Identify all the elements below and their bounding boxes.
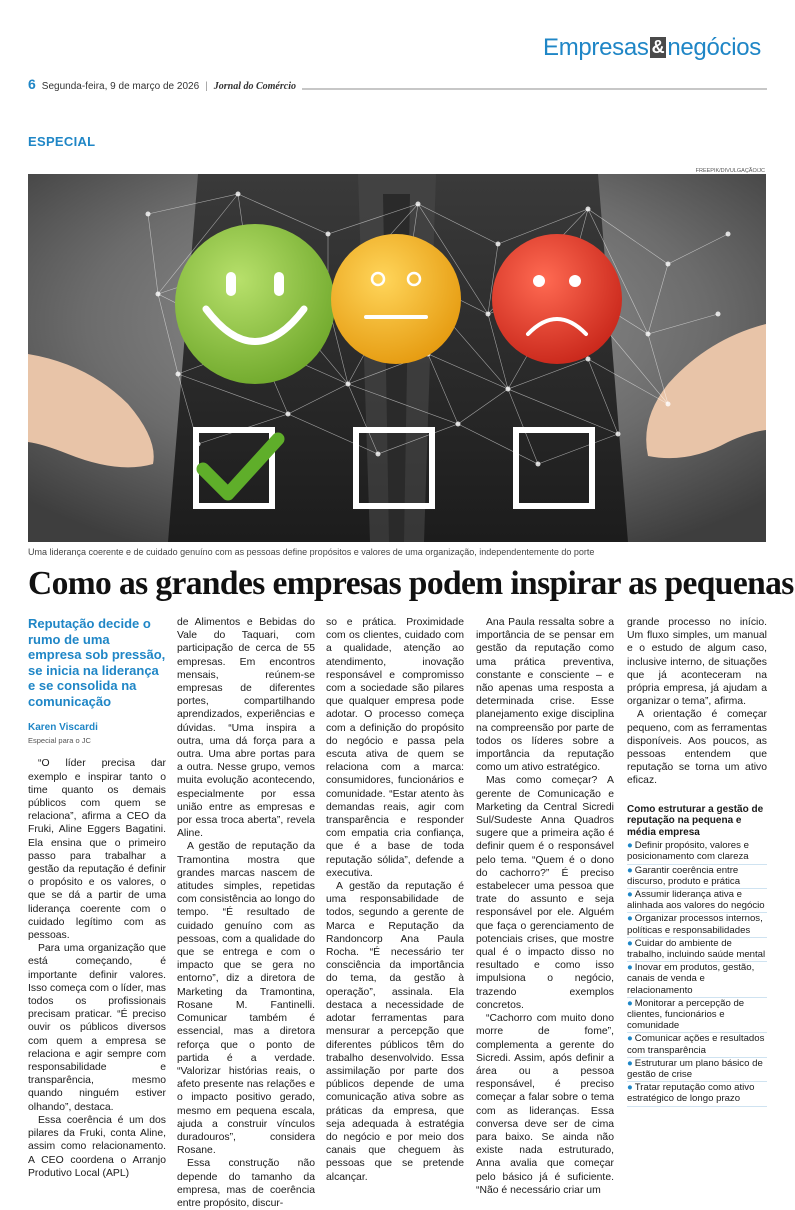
paragraph: de Alimentos e Bebidas do Vale do Taquari, com participação de cerca de 55 empresas. Em encontros mensais, reúnem-se empresas de diferentes portes, compartilhando aprendizados, experiências e dúvidas. “Uma inspira a outra, uma dá força para a outra. Uma abre portas para a outra. Nesse grupo, vemos muita evolução acontecendo, especialmente por essa união entre as empresas e por essa troca aberta”, revela Aline. (177, 617, 315, 840)
bullet-icon: ● (627, 1033, 633, 1045)
bullet-icon: ● (627, 913, 633, 925)
sidebar-box-title: Como estruturar a gestão de reputação na pequena e média empresa (627, 803, 764, 838)
section-name-left: Empresas (542, 34, 649, 61)
paragraph: Mas como começar? A gerente de Comunicação e Marketing da Central Sicredi Sul/Sudeste Anna Quadros sugere que a primeira ação é definir quem é o responsável pelo tema. “Quem é o dono do cachorro?” É preciso estabelecer uma pessoa que trate do assunto e seja responsável por ele. Alguém que faça o gerenciamento de potenciais crises, que mostre qual é o impacto disso no resultado e como isso impulsiona o negócio, trazendo exemplos concretos. (476, 775, 614, 1011)
section-kicker: ESPECIAL (28, 134, 96, 149)
photo-caption: Uma liderança coerente e de cuidado genuíno com as pessoas define propósitos e valores de uma organização, independentemente do porte (28, 547, 595, 557)
column-5 (627, 616, 767, 1105)
sidebar-box-list (627, 840, 767, 1106)
column-1 (28, 616, 166, 1179)
headline: Como as grandes empresas podem inspirar as pequenas (28, 565, 794, 602)
photo-illustration (28, 174, 766, 542)
folio (28, 76, 302, 92)
list-item: ● Organizar processos internos, políticas e responsabilidades (627, 913, 767, 937)
bullet-icon: ● (627, 937, 633, 949)
paragraph: A gestão de reputação da Tramontina mostra que grandes marcas nascem de atitudes simples, repetidas com consistência ao longo do tempo. “É resultado de cuidado genuíno com as pessoas, com a qualidade do que se entrega e com o impacto que se gera no entorno”, diz a diretora de Marketing da Tramontina, Rosane M. Fantinelli. Comunicar também é essencial, mas a diretora reforça que o ponto de partida é a verdade. “Valorizar histórias reais, o afeto presente nas relações e o impacto positivo gerado, mesmo em pequena escala, ajuda a construir vínculos duradouros”, considera Rosane. (177, 841, 315, 1157)
list-item: ● Inovar em produtos, gestão, canais de venda e relacionamento (627, 962, 767, 998)
paragraph: Para uma organização que está começando, é importante definir valores. Isso começa com o líder, mas todos os profissionais precisam praticar. “É preciso ouvir os públicos diversos com quem a empresa se relaciona e agir sempre com responsabilidade e transparência, mesmo quando ninguém estiver olhando”, destaca. (28, 943, 166, 1113)
neutral-face-icon (331, 234, 461, 364)
byline-name: Karen Viscardi (28, 722, 98, 733)
issue-date: Segunda-feira, 9 de março de 2026 (41, 81, 200, 92)
happy-face-icon (175, 224, 335, 384)
byline-role: Especial para o JC (28, 736, 91, 746)
bullet-icon: ● (627, 840, 633, 852)
paragraph: “Cachorro com muito dono morre de fome”, complementa a gerente do Sicredi. Assim, após definir a área ou a pessoa responsável, é preciso começar a falar sobre o tema com as lideranças. Essa conversa deve ser de cima para baixo. Se ainda não existe nada estruturado, Anna avalia que começar pelo básico já é suficiente. “Não é necessário criar um (476, 1013, 614, 1196)
bullet-icon: ● (627, 1082, 633, 1094)
list-item: ● Garantir coerência entre discurso, produto e prática (627, 865, 767, 889)
column-4 (476, 616, 614, 1196)
newspaper-name: Jornal do Comércio (213, 81, 296, 92)
list-item: ● Comunicar ações e resultados com transparência (627, 1033, 767, 1057)
list-item: ● Monitorar a percepção de clientes, funcionários e comunidade (627, 998, 767, 1034)
deck: Reputação decide o rumo de uma empresa sob pressão, se inicia na liderança e se consolida na comunicação (28, 616, 166, 709)
bullet-icon: ● (627, 864, 633, 876)
list-item: ● Definir propósito, valores e posicionamento com clareza (627, 840, 767, 864)
folio-separator: | (205, 81, 208, 92)
masthead (0, 0, 795, 100)
list-item: ● Assumir liderança ativa e alinhada aos valores do negócio (627, 889, 767, 913)
sad-face-icon (492, 234, 622, 364)
lead-photo (28, 174, 766, 542)
section-name-right: negócios (667, 34, 761, 61)
paragraph: “O líder precisa dar exemplo e inspirar tanto o time quanto os demais públicos com quem se relaciona”, afirma a CEO da Fruki, Aline Eggers Bagatini. Ela ensina que o primeiro passo para trabalhar a gestão da reputação é definir o propósito e os valores, o que se dá a partir de uma liderança coerente com o cuidado legítimo com as pessoas. (28, 758, 166, 942)
bullet-icon: ● (627, 997, 633, 1009)
paragraph: grande processo no início. Um fluxo simples, um manual e o estudo de algum caso, inclusive interno, de situações que já aconteceram na própria empresa, já ajudam a organizar o tema”, afirma. (627, 617, 767, 708)
column-3 (326, 616, 464, 1183)
paragraph: A gestão da reputação é uma responsabilidade de todos, segundo a gerente de Marca e Reputação da Randoncorp Ana Paula Rocha. “É necessário ter consciência da importância do tema, da gestão à operação”, assinala. Ela destaca a necessidade de adotar ferramentas para mensurar a percepção que diferentes públicos têm do trabalho desenvolvido. Essa assimilação por parte dos públicos depende de uma comunicação ativa sobre as práticas da empresa, que seja adequada à estratégia do negócio e por meio dos canais que cheguem às pessoas que se pretende alcançar. (326, 881, 464, 1183)
section-brand (543, 34, 761, 62)
bullet-icon: ● (627, 888, 633, 900)
bullet-icon: ● (627, 962, 633, 974)
paragraph: Essa coerência é um dos pilares da Fruki, conta Aline, assim como relacionamento. A CEO coordena o Arranjo Produtivo Local (APL) (28, 1114, 166, 1179)
list-item: ● Cuidar do ambiente de trabalho, incluindo saúde mental (627, 938, 767, 962)
page-number: 6 (28, 76, 36, 92)
list-item: ● Estruturar um plano básico de gestão de crise (627, 1058, 767, 1082)
paragraph: Ana Paula ressalta sobre a importância de se pensar em gestão da reputação como uma prática preventiva, constante e consciente – e não apenas uma resposta a determinada crise. Esse planejamento exige disciplina na compreensão por parte de todos os líderes sobre a importância da reputação como um ativo estratégico. (476, 617, 614, 774)
bullet-icon: ● (627, 1057, 633, 1069)
list-item: ● Tratar reputação como ativo estratégico de longo prazo (627, 1082, 767, 1106)
section-ampersand: & (651, 37, 665, 57)
photo-credit: FREEPIK/DIVULGAÇÃO/JC (695, 168, 765, 174)
column-2 (177, 616, 315, 1209)
paragraph: A orientação é começar pequeno, com as ferramentas disponíveis. Aos poucos, as pessoas entendem que reputação se torna um ativo eficaz. (627, 709, 767, 787)
paragraph: Essa construção não depende do tamanho da empresa, mas de coerência entre propósito, discur- (177, 1158, 315, 1209)
paragraph: so e prática. Proximidade com os clientes, cuidado com a qualidade, atenção ao atendimento, inovação responsável e compromisso com a sociedade são pilares que qualquer empresa pode adotar. O processo começa com a definição do propósito do negócio e passa pela escuta ativa de quem se relaciona com a marca: consumidores, funcionários e comunidade. “Estar atento às demandas reais, agir com transparência e responder com empatia cria confiança, que é a base de toda reputação sólida”, defende a executiva. (326, 617, 464, 879)
